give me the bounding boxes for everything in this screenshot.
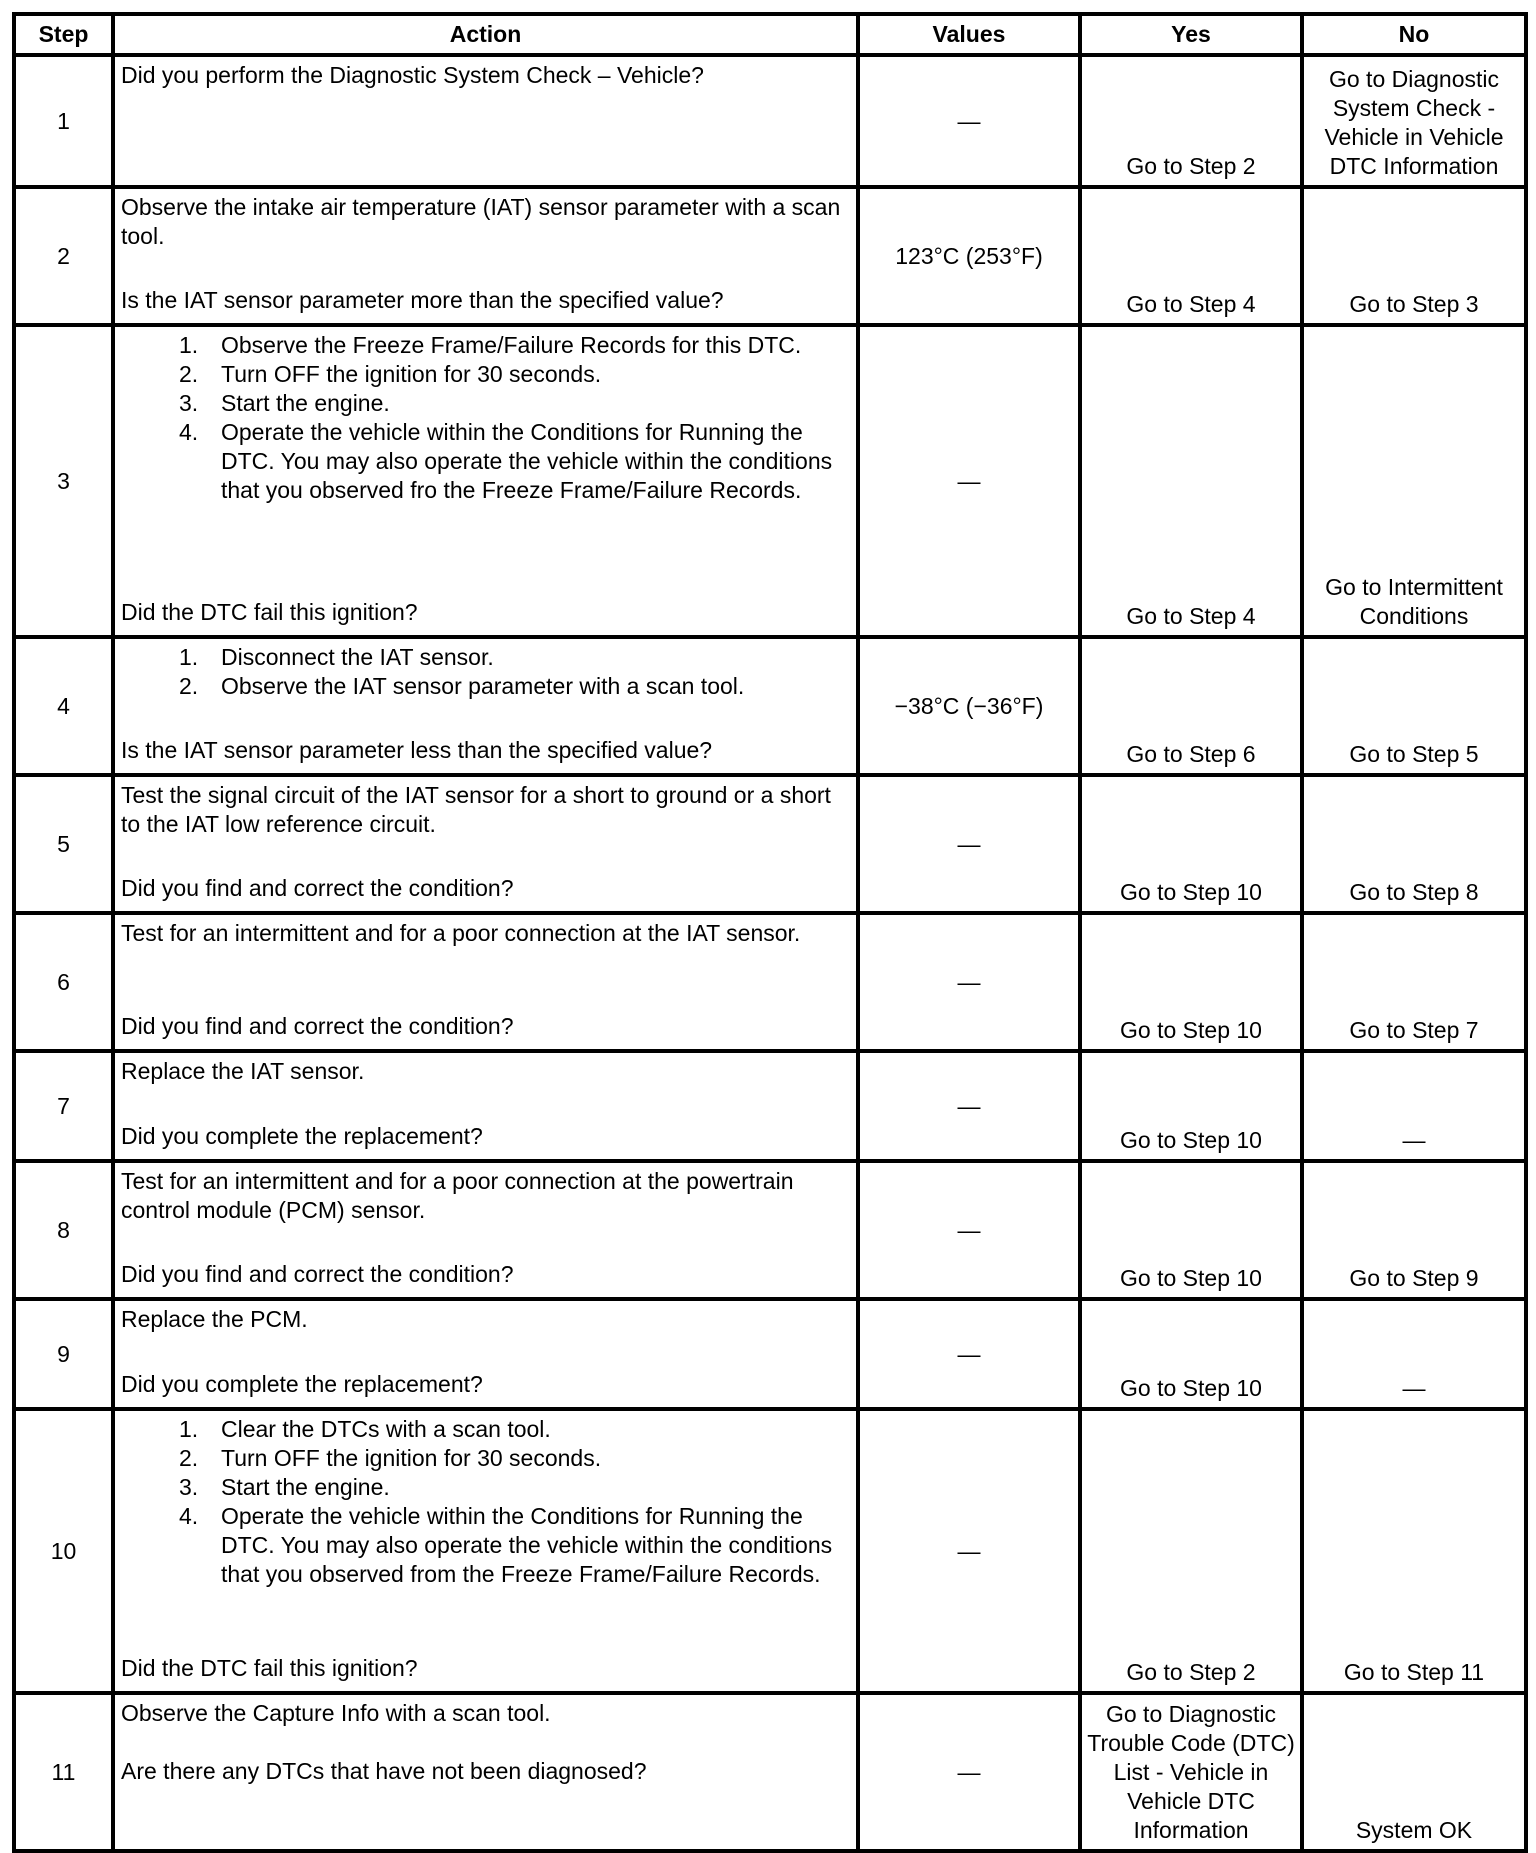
- yes-cell: [1080, 775, 1302, 913]
- no-cell: [1302, 1161, 1526, 1299]
- action-question: Is the IAT sensor parameter more than the specified value?: [121, 287, 724, 313]
- action-text: Test for an intermittent and for a poor connection at the IAT sensor.: [121, 920, 801, 946]
- yes-text: Go to Step 10: [1120, 1375, 1262, 1401]
- list-item: 1. Observe the Freeze Frame/Failure Records for this DTC.: [179, 332, 802, 358]
- yes-text: Go to Diagnostic Trouble Code (DTC) List - Vehicle in Vehicle DTC Information: [1087, 1701, 1295, 1843]
- yes-cell: [1080, 913, 1302, 1051]
- no-text: Go to Step 7: [1349, 1017, 1479, 1043]
- yes-cell: [1080, 1409, 1302, 1693]
- action-text: Replace the IAT sensor.: [121, 1058, 365, 1084]
- action-cell: [113, 187, 858, 325]
- no-text: —: [1402, 1375, 1426, 1401]
- yes-cell: [1080, 637, 1302, 775]
- table-row: [14, 637, 1526, 775]
- yes-text: Go to Step 2: [1126, 153, 1256, 179]
- table-row: [14, 1299, 1526, 1409]
- yes-text: Go to Step 4: [1126, 603, 1256, 629]
- value-cell: −38°C (−36°F): [858, 637, 1080, 775]
- value-cell: —: [858, 1693, 1080, 1851]
- value-cell: —: [858, 913, 1080, 1051]
- action-question: Did the DTC fail this ignition?: [121, 599, 418, 625]
- action-question: Did you find and correct the condition?: [121, 1013, 514, 1039]
- no-text: Go to Diagnostic System Check - Vehicle in Vehicle DTC Information: [1324, 66, 1504, 179]
- value-cell: 123°C (253°F): [858, 187, 1080, 325]
- action-question: Did you complete the replacement?: [121, 1371, 483, 1397]
- step-number: 7: [14, 1051, 113, 1161]
- list-item: 2. Turn OFF the ignition for 30 seconds.: [179, 1445, 602, 1471]
- yes-cell: [1080, 1299, 1302, 1409]
- step-number: 5: [14, 775, 113, 913]
- no-cell: [1302, 55, 1526, 187]
- step-number: 1: [14, 55, 113, 187]
- table-row: [14, 913, 1526, 1051]
- action-steps: [121, 643, 850, 701]
- table-row: [14, 55, 1526, 187]
- action-cell: [113, 325, 858, 637]
- action-cell: [113, 1409, 858, 1693]
- list-item: 2. Observe the IAT sensor parameter with a scan tool.: [179, 673, 745, 699]
- no-text: Go to Step 3: [1349, 291, 1479, 317]
- no-text: System OK: [1355, 1817, 1473, 1843]
- no-text: Go to Intermittent Conditions: [1325, 574, 1503, 629]
- list-item: 4. Operate the vehicle within the Conditions for Running the DTC. You may also operate the vehicle within the conditions that you observed from the Freeze Frame/Failure Records.: [179, 1503, 833, 1587]
- no-cell: [1302, 913, 1526, 1051]
- step-number: 8: [14, 1161, 113, 1299]
- no-cell: [1302, 187, 1526, 325]
- yes-text: Go to Step 10: [1120, 1127, 1262, 1153]
- action-cell: [113, 1051, 858, 1161]
- yes-cell: [1080, 1693, 1302, 1851]
- action-cell: [113, 1693, 858, 1851]
- no-cell: [1302, 637, 1526, 775]
- value-cell: —: [858, 1161, 1080, 1299]
- yes-text: Go to Step 6: [1126, 741, 1256, 767]
- step-number: 4: [14, 637, 113, 775]
- yes-text: Go to Step 2: [1126, 1659, 1256, 1685]
- action-cell: [113, 913, 858, 1051]
- list-item: 1. Disconnect the IAT sensor.: [179, 644, 494, 670]
- step-number: 11: [14, 1693, 113, 1851]
- action-text: Did you perform the Diagnostic System Check – Vehicle?: [121, 62, 704, 88]
- yes-text: Go to Step 10: [1120, 1265, 1262, 1291]
- yes-text: Go to Step 10: [1120, 879, 1262, 905]
- action-question: Is the IAT sensor parameter less than the specified value?: [121, 737, 713, 763]
- yes-text: Go to Step 10: [1120, 1017, 1262, 1043]
- table-row: [14, 1051, 1526, 1161]
- list-item: 2. Turn OFF the ignition for 30 seconds.: [179, 361, 602, 387]
- no-text: Go to Step 5: [1349, 741, 1479, 767]
- header-yes: Yes: [1080, 14, 1302, 55]
- table-row: [14, 1693, 1526, 1851]
- yes-cell: [1080, 187, 1302, 325]
- action-cell: [113, 775, 858, 913]
- table-row: [14, 1409, 1526, 1693]
- action-question: Did you find and correct the condition?: [121, 1261, 514, 1287]
- table-row: [14, 325, 1526, 637]
- yes-text: Go to Step 4: [1126, 291, 1256, 317]
- header-action: Action: [113, 14, 858, 55]
- table-row: [14, 1161, 1526, 1299]
- action-cell: [113, 1161, 858, 1299]
- no-cell: [1302, 325, 1526, 637]
- action-steps: [121, 1415, 850, 1589]
- step-number: 3: [14, 325, 113, 637]
- action-text: Test the signal circuit of the IAT sensor for a short to ground or a short to the IAT low reference circuit.: [121, 782, 831, 837]
- action-cell: [113, 637, 858, 775]
- header-step: Step: [14, 14, 113, 55]
- list-item: 3. Start the engine.: [179, 1474, 390, 1500]
- action-cell: [113, 1299, 858, 1409]
- no-cell: [1302, 1409, 1526, 1693]
- action-question: Did you complete the replacement?: [121, 1123, 483, 1149]
- no-text: Go to Step 9: [1349, 1265, 1479, 1291]
- action-cell: [113, 55, 858, 187]
- header-values: Values: [858, 14, 1080, 55]
- action-text: Observe the intake air temperature (IAT) sensor parameter with a scan tool.: [121, 194, 841, 249]
- step-number: 10: [14, 1409, 113, 1693]
- yes-cell: [1080, 55, 1302, 187]
- value-cell: —: [858, 1409, 1080, 1693]
- no-cell: [1302, 775, 1526, 913]
- step-number: 9: [14, 1299, 113, 1409]
- yes-cell: [1080, 325, 1302, 637]
- action-question: Did you find and correct the condition?: [121, 875, 514, 901]
- no-text: Go to Step 11: [1343, 1659, 1485, 1685]
- value-cell: —: [858, 1299, 1080, 1409]
- value-cell: —: [858, 775, 1080, 913]
- yes-cell: [1080, 1161, 1302, 1299]
- action-steps: [121, 331, 850, 505]
- list-item: 3. Start the engine.: [179, 390, 390, 416]
- value-cell: —: [858, 1051, 1080, 1161]
- diagnostic-table: [12, 12, 1528, 1853]
- list-item: 4. Operate the vehicle within the Conditions for Running the DTC. You may also operate the vehicle within the conditions that you observed fro the Freeze Frame/Failure Records.: [179, 419, 833, 503]
- header-no: No: [1302, 14, 1526, 55]
- action-text: Observe the Capture Info with a scan tool.: [121, 1700, 551, 1726]
- no-text: —: [1402, 1127, 1426, 1153]
- action-question: Are there any DTCs that have not been diagnosed?: [121, 1758, 647, 1784]
- value-cell: —: [858, 55, 1080, 187]
- header-row: [14, 14, 1526, 55]
- no-cell: [1302, 1693, 1526, 1851]
- list-item: 1. Clear the DTCs with a scan tool.: [179, 1416, 551, 1442]
- value-cell: —: [858, 325, 1080, 637]
- no-cell: [1302, 1299, 1526, 1409]
- table-row: [14, 187, 1526, 325]
- action-question: Did the DTC fail this ignition?: [121, 1655, 418, 1681]
- no-cell: [1302, 1051, 1526, 1161]
- action-text: Test for an intermittent and for a poor connection at the powertrain control module (PCM) sensor.: [121, 1168, 794, 1223]
- step-number: 6: [14, 913, 113, 1051]
- action-text: Replace the PCM.: [121, 1306, 308, 1332]
- no-text: Go to Step 8: [1349, 879, 1479, 905]
- table-row: [14, 775, 1526, 913]
- yes-cell: [1080, 1051, 1302, 1161]
- step-number: 2: [14, 187, 113, 325]
